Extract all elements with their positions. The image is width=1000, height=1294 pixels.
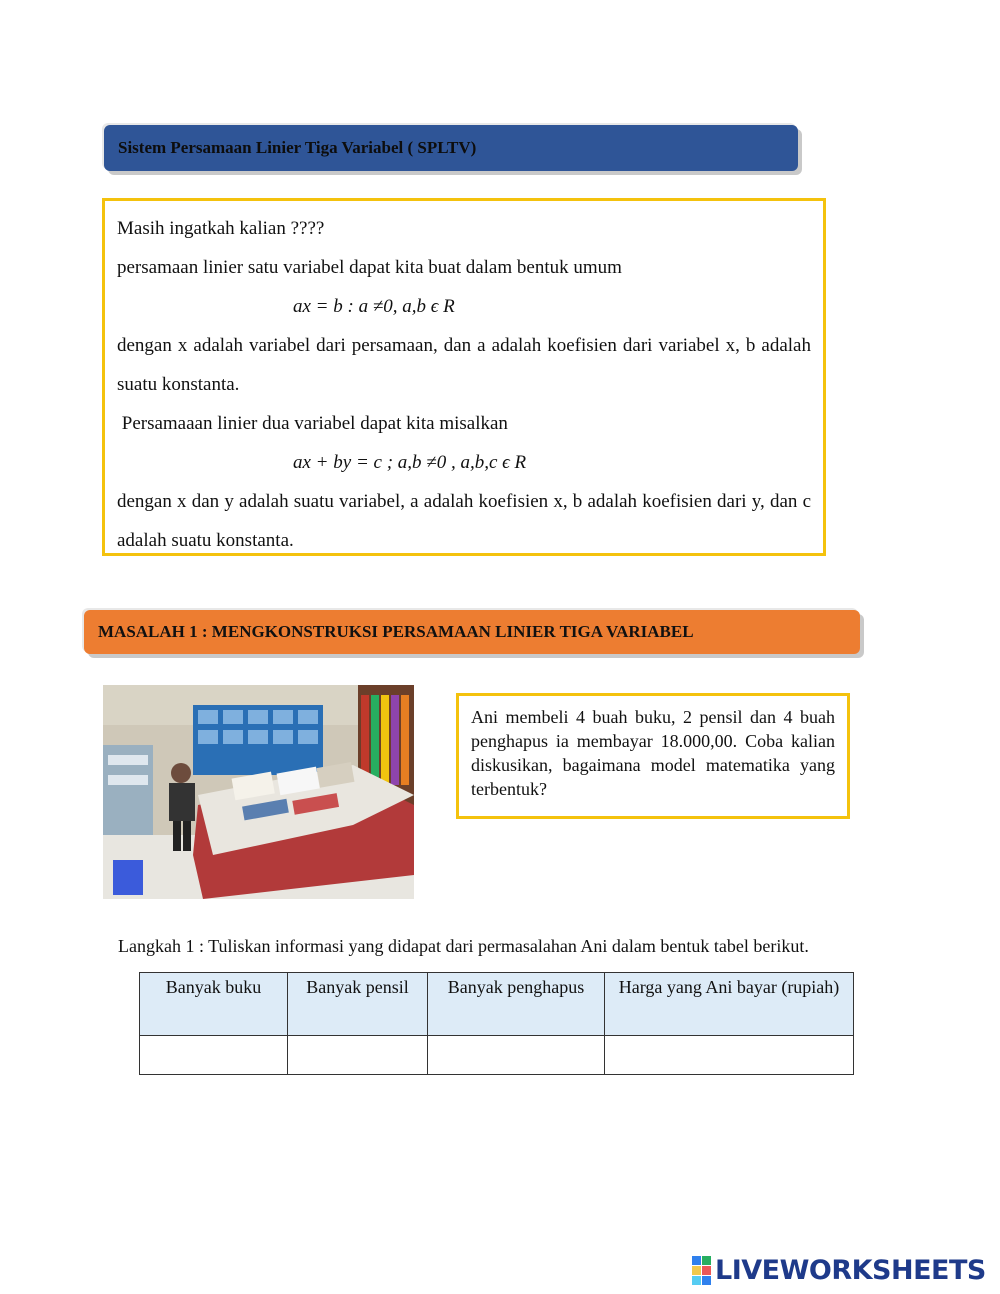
formula-one-variable: ax = b : a ≠0, a,b ϵ R xyxy=(293,296,455,317)
intro-line-5: dengan x dan y adalah suatu variabel, a adalah koefisien x, b adalah koefisien dari y, dan c adalah suatu konstanta. xyxy=(117,491,811,551)
step-instruction: Langkah 1 : Tuliskan informasi yang didapat dari permasalahan Ani dalam bentuk tabel berikut. xyxy=(118,936,809,956)
header-banyak-pensil: Banyak pensil xyxy=(288,973,428,1036)
header-banyak-penghapus: Banyak penghapus xyxy=(428,973,605,1036)
problem-statement-box xyxy=(456,693,850,819)
intro-line-1: Masih ingatkah kalian ???? xyxy=(117,218,325,239)
masalah-title: MASALAH 1 : MENGKONSTRUKSI PERSAMAAN LINIER TIGA VARIABEL xyxy=(98,622,694,641)
header-banyak-buku: Banyak buku xyxy=(140,973,288,1036)
intro-box xyxy=(102,198,826,556)
section-title: Sistem Persamaan Linier Tiga Variabel ( SPLTV) xyxy=(118,138,477,157)
info-table xyxy=(139,972,854,1075)
header-harga: Harga yang Ani bayar (rupiah) xyxy=(605,973,854,1036)
logo-text: LIVEWORKSHEETS xyxy=(715,1255,986,1286)
intro-line-2: persamaan linier satu variabel dapat kita buat dalam bentuk umum xyxy=(117,257,622,278)
table-row xyxy=(140,1036,854,1075)
problem-text: Ani membeli 4 buah buku, 2 pensil dan 4 buah penghapus ia membayar 18.000,00. Coba kalian diskusikan, bagaimana model matematika yang terbentuk? xyxy=(471,707,835,799)
table-header-row xyxy=(140,973,854,1036)
liveworksheets-logo xyxy=(692,1255,986,1286)
bookstore-illustration xyxy=(103,685,414,899)
bookstore-photo xyxy=(103,685,414,899)
logo-grid-icon xyxy=(692,1256,711,1285)
formula-two-variable: ax + by = c ; a,b ≠0 , a,b,c ϵ R xyxy=(293,452,527,473)
intro-line-3: dengan x adalah variabel dari persamaan, dan a adalah koefisien dari variabel x, b adalah suatu konstanta. xyxy=(117,335,811,395)
cell-banyak-pensil[interactable] xyxy=(288,1036,428,1075)
cell-harga[interactable] xyxy=(605,1036,854,1075)
section-title-banner xyxy=(104,125,798,171)
cell-banyak-penghapus[interactable] xyxy=(428,1036,605,1075)
intro-line-4: Persamaaan linier dua variabel dapat kita misalkan xyxy=(117,413,508,434)
masalah-banner xyxy=(84,610,860,654)
cell-banyak-buku[interactable] xyxy=(140,1036,288,1075)
